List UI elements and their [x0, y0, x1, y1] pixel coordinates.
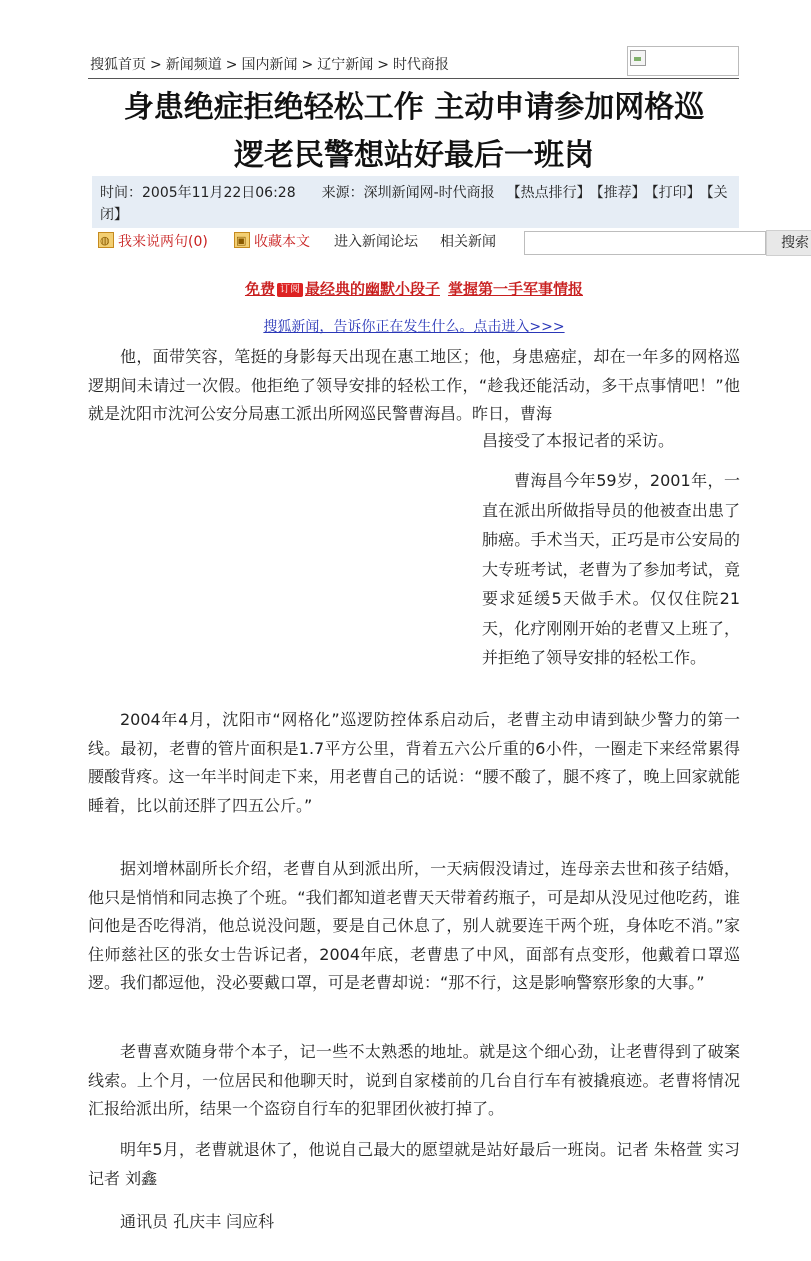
- favorite-link-label: 收藏本文: [254, 234, 310, 250]
- article-title-line-2: 逻老民警想站好最后一班岗: [234, 138, 594, 173]
- article-title-line-1: 身患绝症拒绝轻松工作 主动申请参加网格巡: [123, 90, 705, 125]
- promo-military-link[interactable]: 掌握第一手军事情报: [448, 280, 584, 298]
- comment-link[interactable]: [98, 230, 208, 254]
- article-paragraph-6: 明年5月，老曹就退休了，他说自己最大的愿望就是站好最后一班岗。记者 朱格萱 实习记者 刘鑫: [88, 1140, 740, 1188]
- article-meta: [100, 182, 736, 226]
- search-button[interactable]: 搜索: [766, 230, 811, 256]
- article-paragraph-4: 据刘增林副所长介绍，老曹自从到派出所，一天病假没请过，连母亲去世和孩子结婚，他只是悄悄和同志换了个班。“我们都知道老曹天天带着药瓶子，可是却从没见过他吃药，谁问他是否吃得消，他总说没问题，要是自己休息了，别人就要连干两个班，身体吃不消。”家住师慈社区的张女士告诉记者，2004年底，老曹患了中风，面部有点变形，他戴着口罩巡逻。我们都逗他，没必要戴口罩，可是老曹却说：“那不行，这是影响警察形象的大事。”: [88, 859, 740, 992]
- breadcrumb: [90, 54, 449, 74]
- bookmark-icon: [234, 232, 250, 248]
- article-paragraph-3: 2004年4月，沈阳市“网格化”巡逻防控体系启动后，老曹主动申请到缺少警力的第一线。最初，老曹的管片面积是1.7平方公里，背着五六公斤重的6小件，一圈走下来经常累得腰酸背疼。这一年半时间走下来，用老曹自己的话说：“腰不酸了，腿不疼了，晚上回家就能睡着，比以前还胖了四五公斤。”: [88, 710, 740, 815]
- correspondent-line: 通讯员 孔庆丰 闫应科: [120, 1212, 275, 1231]
- breadcrumb-separator: >: [225, 57, 238, 73]
- breadcrumb-separator: >: [150, 57, 162, 73]
- article-title: [90, 84, 738, 180]
- recommend-link[interactable]: 【推荐】: [596, 185, 646, 201]
- search-input[interactable]: [524, 231, 766, 255]
- article-paragraph-1: 他，面带笑容，笔挺的身影每天出现在惠工地区；他，身患癌症，却在一年多的网格巡逻期间未请过一次假。他拒绝了领导安排的轻松工作，“趁我还能活动，多干点事情吧！”他就是沈阳市沈河公安分局惠工派出所网巡民警曹海昌。昨日，曹海: [88, 347, 740, 423]
- sohu-news-tagline-link[interactable]: 搜狐新闻，告诉你正在发生什么。点击进入>>>: [263, 319, 565, 335]
- article-paragraph-1-tail: 昌接受了本报记者的采访。: [482, 431, 675, 450]
- article-paragraph-5: 老曹喜欢随身带个本子，记一些不太熟悉的地址。就是这个细心劲，让老曹得到了破案线索。上个月，一位居民和他聊天时，说到自家楼前的几台自行车有被撬痕迹。老曹将情况汇报给派出所，结果一个盗窃自行车的犯罪团伙被打掉了。: [88, 1042, 740, 1118]
- header-divider: [88, 78, 739, 79]
- hot-ranking-link[interactable]: 【热点排行】: [506, 185, 591, 201]
- article-source: 来源：深圳新闻网-时代商报: [321, 185, 495, 201]
- broken-image-icon: [630, 50, 646, 66]
- print-link[interactable]: 【打印】: [651, 185, 701, 201]
- favorite-link[interactable]: [234, 230, 310, 254]
- article-paragraph-2: 曹海昌今年59岁，2001年，一直在派出所做指导员的他被查出患了肺癌。手术当天，正巧是市公安局的大专班考试，老曹为了参加考试，竟要求延缓5天做手术。仅仅住院21天，化疗刚刚开始的老曹又上班了，并拒绝了领导安排的轻松工作。: [482, 471, 740, 667]
- breadcrumb-separator: >: [301, 57, 314, 73]
- breadcrumb-liaoning-news[interactable]: 辽宁新闻: [317, 57, 374, 73]
- breadcrumb-separator: >: [377, 57, 389, 73]
- promo-joke-link[interactable]: 最经典的幽默小段子: [304, 280, 440, 298]
- breadcrumb-shidai-shangbao[interactable]: 时代商报: [392, 57, 449, 73]
- comment-link-label: 我来说两句(0): [118, 234, 208, 250]
- comment-icon: [98, 232, 114, 248]
- breadcrumb-sohu-home[interactable]: 搜狐首页: [90, 57, 146, 73]
- breadcrumb-news-channel[interactable]: 新闻频道: [165, 57, 222, 73]
- article-toolbar: [96, 230, 809, 256]
- logo-image-placeholder: [627, 46, 739, 76]
- close-link[interactable]: 【关闭】: [100, 185, 728, 223]
- promo-bar: [92, 278, 736, 300]
- promo-free-link[interactable]: 免费: [244, 280, 275, 298]
- forum-link[interactable]: 进入新闻论坛: [334, 234, 418, 250]
- related-news-link[interactable]: 相关新闻: [440, 234, 496, 250]
- breadcrumb-domestic-news[interactable]: 国内新闻: [241, 57, 298, 73]
- subscribe-stamp[interactable]: 订阅: [277, 283, 303, 297]
- publish-time: 时间：2005年11月22日06:28: [100, 185, 296, 201]
